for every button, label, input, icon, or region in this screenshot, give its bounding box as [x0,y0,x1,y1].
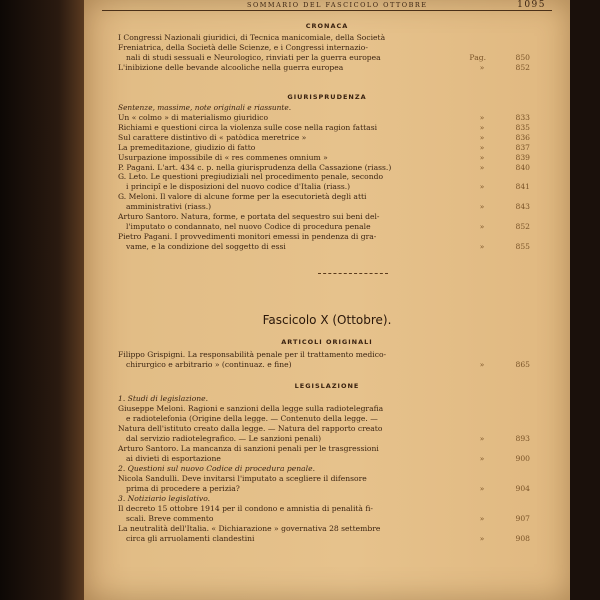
toc-entry-text: 1. Studi di legislazione. [118,394,209,403]
toc-entry-text: chirurgico e arbitrario » (continuaz. e fine) [126,360,292,369]
toc-entry-text: dal servizio radiotelegrafico. — Le sanzioni penali) [126,434,322,443]
toc-entry [118,484,530,494]
toc-entry-text: Filippo Grispigni. La responsabilità penale per il trattamento medico- [118,350,387,359]
toc-entry-text: La neutralità dell'Italia. « Dichiarazione » governativa 28 settembre [118,524,381,533]
toc-entry-marker: » [479,182,485,192]
toc-entry-page: 843 [515,202,530,212]
toc-entry-text: Arturo Santoro. Natura, forme, e portata del sequestro sui beni del- [118,212,380,221]
toc-entry [118,434,530,444]
toc-entry-text: Pietro Pagani. I provvedimenti monitori emessi in pendenza di gra- [118,231,377,241]
toc-entry-marker: » [479,514,485,523]
toc-entry-page: 855 [515,241,530,251]
toc-entry [118,242,530,252]
toc-entry [118,504,530,514]
toc-entry-text: Il decreto 15 ottobre 1914 per il condono e amnistia di penalità fi- [118,504,373,513]
toc-entry-text: prima di procedere a perizia? [126,484,240,493]
toc-entry [118,424,530,434]
toc-entry-text: vame, e la condizione del soggetto di essi [126,241,286,251]
toc-entry [118,454,530,464]
toc-entry [118,394,530,404]
toc-entry [118,63,530,73]
toc-entry-marker: » [479,534,485,543]
toc-entry-text: L'inibizione delle bevande alcooliche nella guerra europea [118,63,344,72]
toc-entry-text: Un « colmo » di materialismo giuridico [118,113,269,122]
toc-entry-marker: » [479,454,485,463]
toc-entry-page: 907 [515,514,530,523]
toc-entry-text: 2. Questioni sul nuovo Codice di procedura penale. [118,464,315,473]
toc-entry-marker: » [479,113,485,122]
toc-entry [118,143,530,153]
toc-entry [118,534,530,544]
running-header [102,0,552,11]
toc-entry-text: nali di studi sessuali e Neurologico, rinviati per la guerra europea [126,53,381,62]
toc-entry [118,444,530,454]
toc-entry-text: La premeditazione, giudizio di fatto [118,142,256,152]
toc-entry-page: 900 [515,454,530,463]
toc-entry-text: Natura dell'istituto creato dalla legge. — Natura del rapporto creato [118,424,383,433]
toc-entry-marker: » [479,132,485,142]
toc-entry [118,113,530,123]
toc-entry-marker: » [479,122,485,132]
toc-entry [118,123,530,133]
toc-entry [118,43,530,53]
section-heading-cronaca: CRONACA [305,22,349,30]
toc-entry-page: 852 [515,221,530,231]
toc-entry-page: 850 [515,53,530,62]
toc-entry-page: 908 [515,534,530,543]
toc-entry-text: scali. Breve commento [126,514,214,523]
toc-entry-marker: » [479,360,485,369]
toc-entry-page: 865 [515,360,530,369]
toc-entry-marker: » [479,221,485,231]
toc-entry [118,133,530,143]
toc-entry-text: G. Leto. Le questioni pregiudiziali nel procedimento penale, secondo [118,172,384,182]
book-page [84,0,570,600]
header-title: SOMMARIO DEL FASCICOLO OTTOBRE [247,1,428,9]
toc-entry-text: e radiotelefonia (Origine della legge. — Contenuto della legge. — [126,414,378,423]
toc-entry-page: 833 [515,113,530,122]
toc-entry-marker: » [479,241,485,251]
toc-entry-page: 835 [515,122,530,132]
toc-entry [118,350,530,360]
toc-entry-text: Freniatrica, della Società delle Scienze, e i Congressi internazio- [118,43,368,52]
toc-entry [118,192,530,202]
toc-entry [118,172,530,182]
fascicolo-title: Fascicolo X (Ottobre). [262,313,392,327]
toc-entry [118,464,530,474]
section-heading-giurisprudenza: GIURISPRUDENZA [287,93,367,101]
toc-entry-marker: » [479,162,485,172]
toc-entry-marker: » [479,152,485,162]
section-heading-legislazione: LEGISLAZIONE [294,382,360,390]
toc-entry-text: P. Pagani. L'art. 434 c. p. nella giurisprudenza della Cassazione (riass.) [118,162,392,172]
toc-entry [118,222,530,232]
toc-entry [118,33,530,43]
section-heading-articoli: ARTICOLI ORIGINALI [281,338,373,346]
toc-entry [118,202,530,212]
toc-entry [118,524,530,534]
toc-entry-page: 836 [515,132,530,142]
toc-entry-text: circa gli arruolamenti clandestini [126,534,255,543]
toc-entry [118,474,530,484]
toc-entry-text: Usurpazione impossibile di « res commenes omnium » [118,152,328,162]
toc-entry [118,360,530,370]
toc-entry-text: amministrativi (riass.) [126,202,212,212]
toc-entry-marker: » [479,484,485,493]
toc-entry [118,182,530,192]
toc-entry [118,163,530,173]
toc-entry-text: ai divieti di esportazione [126,454,221,463]
book-binding-edge [0,0,84,600]
toc-entry-marker: » [479,202,485,212]
toc-entry [118,494,530,504]
toc-entry-text: Richiami e questioni circa la violenza sulle cose nella ragion fattasi [118,122,378,132]
toc-entry [118,404,530,414]
toc-entry-text: G. Meloni. Il valore di alcune forme per la esecutorietà degli atti [118,192,367,202]
toc-entry-text: Nicola Sandulli. Deve invitarsi l'imputato a scegliere il difensore [118,474,367,483]
toc-entry [118,53,530,63]
toc-entry-page: 841 [515,182,530,192]
toc-entry-marker: » [479,434,485,443]
header-page-number: 1095 [517,0,546,10]
toc-entry-marker: Pag. [469,53,486,62]
toc-entry-text: I Congressi Nazionali giuridici, di Tecnica manicomiale, della Società [118,33,386,42]
toc-entry-text: Arturo Santoro. La mancanza di sanzioni penali per le trasgressioni [118,444,379,453]
toc-entry-page: 893 [515,434,530,443]
toc-entry [118,153,530,163]
toc-entry-text: i principî e le disposizioni del nuovo codice d'Italia (riass.) [126,182,351,192]
giurisprudenza-subtitle: Sentenze, massime, note originali e riassunte. [118,103,292,112]
toc-entry [118,212,530,222]
toc-entry [118,514,530,524]
toc-entry-page: 852 [515,63,530,72]
toc-entry [118,232,530,242]
toc-entry-text: 3. Notiziario legislativo. [118,494,211,503]
toc-entry-page: 904 [515,484,530,493]
toc-entry-page: 837 [515,142,530,152]
toc-entry [118,414,530,424]
toc-entry-marker: » [479,142,485,152]
toc-entry-page: 839 [515,152,530,162]
toc-entry-page: 840 [515,162,530,172]
toc-entry-text: l'imputato o condannato, nel nuovo Codice di procedura penale [126,221,371,231]
toc-entry-marker: » [479,63,485,72]
toc-entry-text: Giuseppe Meloni. Ragioni e sanzioni della legge sulla radiotelegrafia [118,404,384,413]
toc-entry-text: Sul carattere distintivo di « patòdica meretrice » [118,132,307,142]
section-divider [318,273,388,274]
